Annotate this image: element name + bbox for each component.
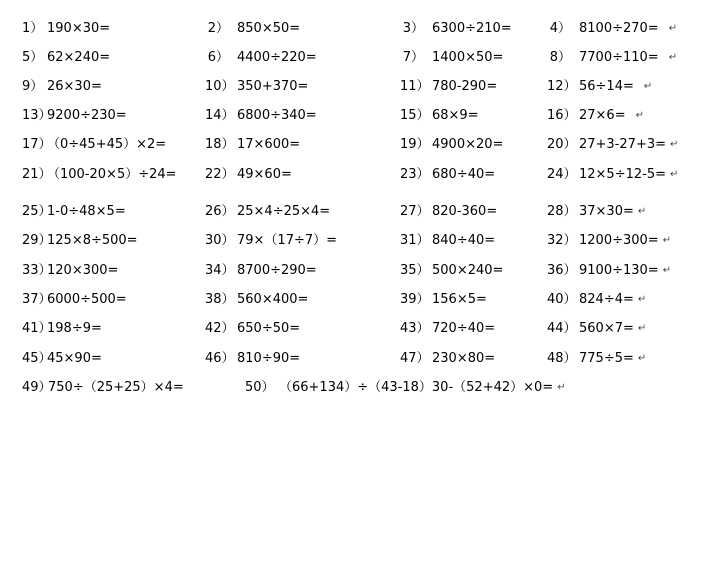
problem-12 [547, 77, 652, 97]
problem-40 [547, 290, 646, 310]
paragraph-mark-icon: ↵ [637, 206, 647, 217]
problem-row [0, 106, 708, 126]
problem-number: 3） [402, 21, 424, 36]
problem-expression: 25×4÷25×4= [237, 204, 331, 219]
problem-expression: 820-360= [432, 204, 498, 219]
problem-27 [400, 202, 497, 222]
problem-number: 8） [549, 50, 571, 65]
problem-number: 45） [22, 351, 52, 366]
problem-number: 28） [547, 204, 577, 219]
problem-expression: 680÷40= [432, 167, 496, 182]
paragraph-mark-icon: ↵ [637, 294, 647, 305]
problem-22 [205, 165, 292, 185]
problem-number: 40） [547, 292, 577, 307]
problem-10 [205, 77, 308, 97]
problem-4 [547, 19, 677, 39]
problem-23 [400, 165, 495, 185]
problem-number: 36） [547, 263, 577, 278]
problem-number: 34） [205, 263, 235, 278]
problem-expression: 6800÷340= [237, 108, 317, 123]
paragraph-mark-icon: ↵ [643, 81, 653, 92]
problem-expression: 850×50= [237, 21, 301, 36]
problem-8 [547, 48, 677, 68]
problem-expression: 750÷（25+25）×4= [48, 380, 184, 395]
problem-expression: 1-0÷48×5= [47, 204, 126, 219]
problem-expression: 840÷40= [432, 233, 496, 248]
problem-expression: 12×5÷12-5= [579, 167, 666, 182]
problem-number: 15） [400, 108, 430, 123]
problem-number: 27） [400, 204, 430, 219]
problem-37 [22, 290, 127, 310]
problem-number: 25） [22, 204, 52, 219]
problem-21 [22, 165, 177, 185]
problem-15 [400, 106, 479, 126]
problem-44 [547, 319, 646, 339]
problem-7 [400, 48, 503, 68]
problem-28 [547, 202, 646, 222]
problem-42 [205, 319, 300, 339]
problem-expression: 56÷14= [579, 79, 634, 94]
problem-number: 39） [400, 292, 430, 307]
problem-number: 42） [205, 321, 235, 336]
problem-expression: 720÷40= [432, 321, 496, 336]
paragraph-mark-icon: ↵ [635, 110, 644, 121]
paragraph-mark-icon: ↵ [637, 323, 647, 334]
problem-number: 46） [205, 351, 235, 366]
problem-expression: 500×240= [432, 263, 504, 278]
problem-6 [205, 48, 317, 68]
problem-expression: （0÷45+45）×2= [47, 137, 167, 152]
problem-number: 23） [400, 167, 430, 182]
problem-number: 31） [400, 233, 430, 248]
problem-34 [205, 261, 317, 281]
problem-number: 49） [22, 380, 52, 395]
problem-24 [547, 165, 678, 185]
problem-number: 9） [22, 79, 44, 94]
problem-number: 5） [22, 50, 44, 65]
problem-11 [400, 77, 497, 97]
problem-number: 29） [22, 233, 52, 248]
problem-number: 2） [207, 21, 229, 36]
problem-number: 32） [547, 233, 577, 248]
problem-expression: 4900×20= [432, 137, 504, 152]
problem-row [0, 378, 708, 398]
problem-32 [547, 231, 671, 251]
problem-48 [547, 349, 646, 369]
problem-number: 44） [547, 321, 577, 336]
problem-45 [22, 349, 102, 369]
problem-row [0, 19, 708, 39]
problem-expression: 49×60= [237, 167, 292, 182]
problem-50 [245, 378, 566, 398]
problem-18 [205, 135, 300, 155]
problem-35 [400, 261, 503, 281]
problem-16 [547, 106, 644, 126]
problem-49 [22, 378, 184, 398]
problem-20 [547, 135, 678, 155]
problem-number: 26） [205, 204, 235, 219]
problem-expression: 1400×50= [432, 50, 504, 65]
paragraph-mark-icon: ↵ [557, 382, 566, 393]
problem-expression: （100-20×5）÷24= [47, 167, 177, 182]
problem-expression: 810÷90= [237, 351, 301, 366]
problem-expression: 68×9= [432, 108, 479, 123]
problem-expression: 120×300= [47, 263, 119, 278]
problem-14 [205, 106, 317, 126]
problem-number: 41） [22, 321, 52, 336]
problem-expression: 7700÷110= [579, 50, 659, 65]
problem-30 [205, 231, 337, 251]
problem-number: 18） [205, 137, 235, 152]
problem-31 [400, 231, 495, 251]
problem-expression: 350+370= [237, 79, 309, 94]
paragraph-mark-icon: ↵ [670, 169, 679, 180]
problem-expression: 1200÷300= [579, 233, 659, 248]
paragraph-mark-icon: ↵ [668, 23, 678, 34]
problem-47 [400, 349, 495, 369]
paragraph-mark-icon: ↵ [670, 139, 679, 150]
paragraph-mark-icon: ↵ [668, 52, 678, 63]
problem-19 [400, 135, 503, 155]
problem-expression: 6300÷210= [432, 21, 512, 36]
problem-expression: 560×400= [237, 292, 309, 307]
problem-number: 16） [547, 108, 577, 123]
problem-expression: 8700÷290= [237, 263, 317, 278]
problem-number: 1） [22, 21, 44, 36]
problem-number: 24） [547, 167, 577, 182]
problem-row [0, 319, 708, 339]
problem-number: 21） [22, 167, 52, 182]
problem-41 [22, 319, 102, 339]
problem-39 [400, 290, 487, 310]
problem-expression: 198÷9= [47, 321, 102, 336]
problem-expression: 17×600= [237, 137, 301, 152]
problem-5 [22, 48, 110, 68]
problem-row [0, 290, 708, 310]
paragraph-mark-icon: ↵ [637, 353, 647, 364]
problem-25 [22, 202, 126, 222]
problem-number: 17） [22, 137, 52, 152]
problem-number: 11） [400, 79, 430, 94]
problem-29 [22, 231, 138, 251]
problem-26 [205, 202, 330, 222]
problem-expression: 780-290= [432, 79, 498, 94]
problem-46 [205, 349, 300, 369]
problem-number: 10） [205, 79, 235, 94]
problem-2 [205, 19, 300, 39]
problem-1 [22, 19, 110, 39]
problem-43 [400, 319, 495, 339]
problem-expression: 9200÷230= [47, 108, 127, 123]
problem-expression: 45×90= [47, 351, 102, 366]
problem-expression: 156×5= [432, 292, 487, 307]
problem-13 [22, 106, 127, 126]
problem-expression: 8100÷270= [579, 21, 659, 36]
problem-expression: 27+3-27+3= [579, 137, 666, 152]
problem-row [0, 349, 708, 369]
problem-number: 30） [205, 233, 235, 248]
problem-number: 19） [400, 137, 430, 152]
problem-number: 47） [400, 351, 430, 366]
problem-expression: 230×80= [432, 351, 496, 366]
problem-expression: 27×6= [579, 108, 626, 123]
problem-number: 12） [547, 79, 577, 94]
problem-expression: 190×30= [47, 21, 111, 36]
problem-number: 6） [207, 50, 229, 65]
problem-number: 7） [402, 50, 424, 65]
problem-number: 14） [205, 108, 235, 123]
problem-expression: 62×240= [47, 50, 111, 65]
problem-number: 13） [22, 108, 52, 123]
problem-expression: 775÷5= [579, 351, 634, 366]
problem-38 [205, 290, 308, 310]
problem-number: 22） [205, 167, 235, 182]
problem-17 [22, 135, 166, 155]
paragraph-mark-icon: ↵ [662, 235, 672, 246]
problem-number: 48） [547, 351, 577, 366]
paragraph-mark-icon: ↵ [662, 265, 672, 276]
problem-number: 50） [245, 380, 275, 395]
problem-number: 37） [22, 292, 52, 307]
problem-number: 4） [549, 21, 571, 36]
problem-expression: （66+134）÷（43-18）30-（52+42）×0= [279, 380, 554, 395]
problem-number: 43） [400, 321, 430, 336]
problem-number: 35） [400, 263, 430, 278]
problem-expression: 125×8÷500= [47, 233, 138, 248]
problem-row [0, 231, 708, 251]
problem-expression: 79×（17÷7）= [237, 233, 338, 248]
problem-expression: 9100÷130= [579, 263, 659, 278]
problem-row [0, 48, 708, 68]
problem-33 [22, 261, 118, 281]
problem-number: 33） [22, 263, 52, 278]
problem-expression: 37×30= [579, 204, 634, 219]
problem-expression: 26×30= [47, 79, 102, 94]
problem-row [0, 77, 708, 97]
problem-expression: 650÷50= [237, 321, 301, 336]
problem-36 [547, 261, 671, 281]
problem-number: 20） [547, 137, 577, 152]
problem-expression: 824÷4= [579, 292, 634, 307]
problem-row [0, 261, 708, 281]
problem-expression: 560×7= [579, 321, 634, 336]
problem-expression: 4400÷220= [237, 50, 317, 65]
problem-3 [400, 19, 512, 39]
problem-9 [22, 77, 102, 97]
problem-row [0, 135, 708, 155]
problem-row [0, 165, 708, 185]
problem-expression: 6000÷500= [47, 292, 127, 307]
problem-number: 38） [205, 292, 235, 307]
problem-row [0, 202, 708, 222]
